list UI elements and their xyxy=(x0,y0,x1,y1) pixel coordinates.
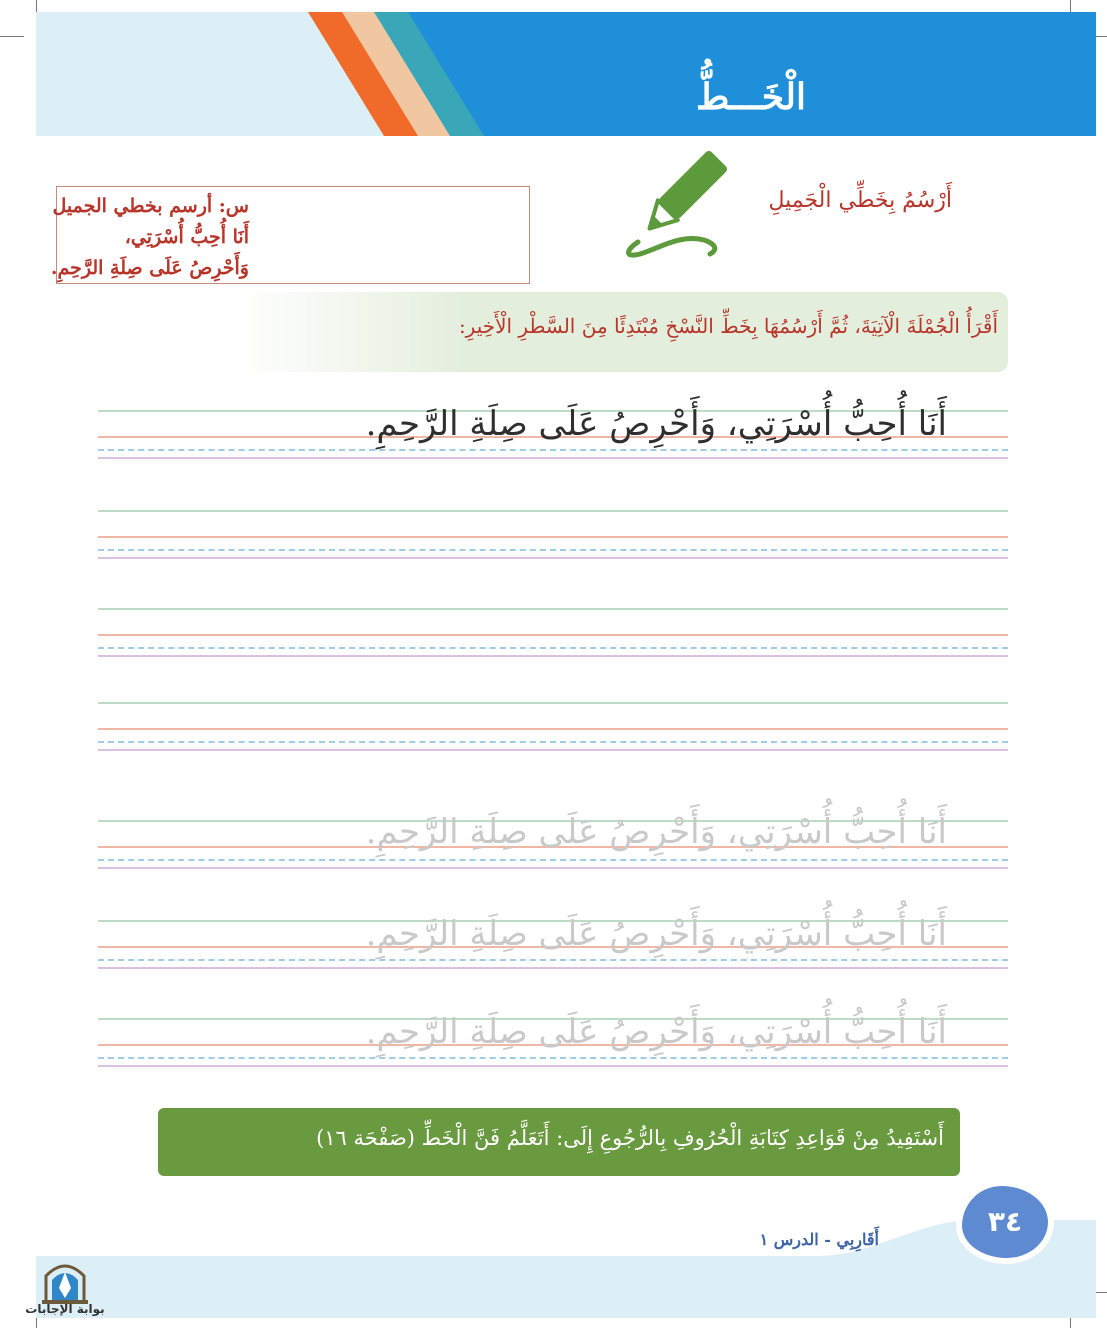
page-number: ٣٤ xyxy=(962,1186,1048,1258)
chapter-header xyxy=(36,12,1096,136)
instruction-banner xyxy=(236,292,1008,372)
pen-section-label: أَرْسُمُ بِخَطِّي الْجَمِيلِ xyxy=(768,188,952,213)
question-text: أرسم بخطي الجميل xyxy=(52,195,213,217)
page-title: الْخَـــطُّ xyxy=(695,76,806,118)
tip-banner xyxy=(158,1108,960,1176)
trace-sentence: أَنَا أُحِبُّ أُسْرَتِي، وَأَحْرِصُ عَلَى صِلَةِ الرَّحِمِ. xyxy=(365,914,947,954)
answer-line-1: أَنَا أُحِبُّ أُسْرَتِي، xyxy=(124,226,249,248)
instruction-text: أَقْرَأُ الْجُمْلَةَ الْآتِيَةَ، ثُمَّ أَرْسُمُهَا بِخَطِّ النَّسْخِ مُبْتَدِئًا مِنَ السَّطْرِ الْأَخِيرِ: xyxy=(458,314,998,338)
logo-text: بوابة الإجابات xyxy=(25,1302,105,1316)
crop-mark xyxy=(0,36,24,37)
footer-band xyxy=(36,1216,1096,1318)
writing-line-blank[interactable] xyxy=(98,510,1008,566)
trace-sentence: أَنَا أُحِبُّ أُسْرَتِي، وَأَحْرِصُ عَلَى صِلَةِ الرَّحِمِ. xyxy=(365,812,947,852)
answer-line-2: وَأَحْرِصُ عَلَى صِلَةِ الرَّحِمِ. xyxy=(50,257,249,279)
writing-line-blank[interactable] xyxy=(98,608,1008,664)
header-stripes xyxy=(36,12,1096,136)
lesson-label: أَقَارِبِي - الدرس ١ xyxy=(759,1230,879,1249)
answer-question xyxy=(52,191,249,222)
tip-text: أَسْتَفِيدُ مِنْ قَوَاعِدِ كِتَابَةِ الْحُرُوفِ بِالرُّجُوعِ إِلَى: أَتَعَلَّمُ فَنَّ الْخَطِّ (صَفْحَة ١٦) xyxy=(316,1126,944,1150)
writing-line-blank[interactable] xyxy=(98,702,1008,758)
model-sentence: أَنَا أُحِبُّ أُسْرَتِي، وَأَحْرِصُ عَلَى صِلَةِ الرَّحِمِ. xyxy=(365,404,947,444)
pen-icon xyxy=(620,150,730,260)
answer-box xyxy=(50,186,530,284)
question-label: س: xyxy=(218,195,249,217)
trace-sentence: أَنَا أُحِبُّ أُسْرَتِي، وَأَحْرِصُ عَلَى صِلَةِ الرَّحِمِ. xyxy=(365,1012,947,1052)
